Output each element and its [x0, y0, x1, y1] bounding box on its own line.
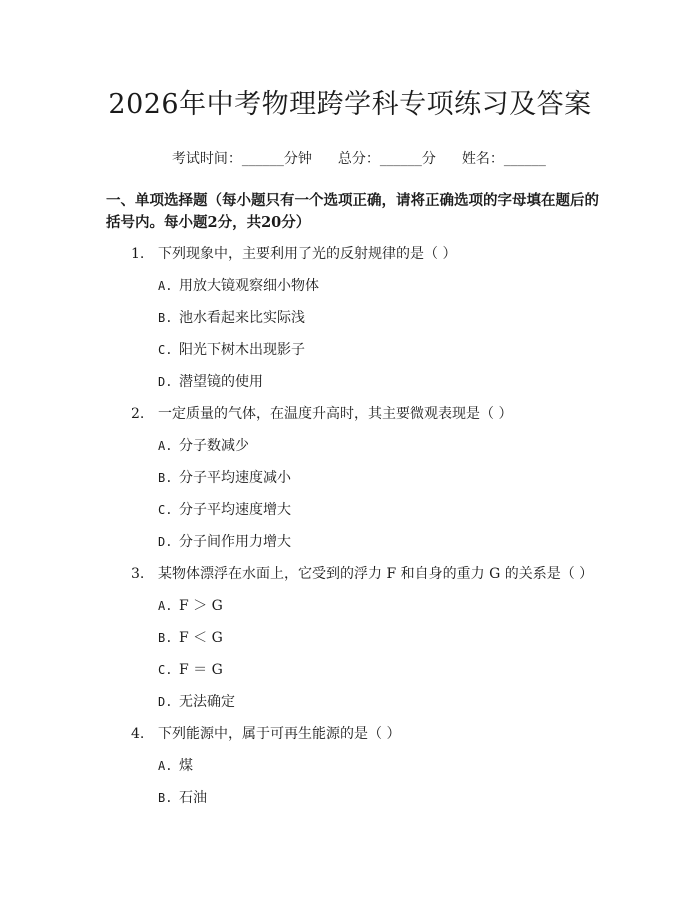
question-1-option-b: [158, 307, 305, 327]
option-letter: A.: [158, 279, 173, 293]
question-3-option-d: [158, 691, 235, 711]
option-letter: C.: [158, 663, 173, 677]
option-text: 潜望镜的使用: [179, 374, 263, 390]
question-text: 某物体漂浮在水面上，它受到的浮力 F 和自身的重力 G 的关系是（ ）: [158, 566, 594, 582]
question-3: [131, 563, 593, 583]
student-name-field: 姓名：______: [461, 151, 546, 167]
option-text: 石油: [179, 790, 207, 806]
option-text: 池水看起来比实际浅: [179, 310, 305, 326]
option-letter: B.: [158, 471, 173, 485]
page-title: 2026年中考物理跨学科专项练习及答案: [108, 89, 592, 120]
option-text: 分子平均速度减小: [179, 470, 291, 486]
option-letter: C.: [158, 503, 173, 517]
option-text: F ＜ G: [179, 630, 223, 646]
option-letter: A.: [158, 439, 173, 453]
option-letter: D.: [158, 695, 173, 709]
question-2: [131, 403, 512, 423]
question-text: 一定质量的气体，在温度升高时，其主要微观表现是（ ）: [158, 406, 513, 422]
option-letter: B.: [158, 311, 173, 325]
option-letter: A.: [158, 599, 173, 613]
option-text: 分子间作用力增大: [179, 534, 291, 550]
total-score-field: 总分：______分: [337, 151, 436, 167]
option-text: F ＝ G: [179, 662, 223, 678]
question-number: 2.: [131, 406, 145, 422]
question-2-option-b: [158, 467, 291, 487]
question-text: 下列能源中，属于可再生能源的是（ ）: [158, 726, 401, 742]
question-3-option-a: [158, 595, 223, 615]
question-2-option-d: [158, 531, 291, 551]
question-3-option-b: [158, 627, 223, 647]
question-1-option-c: [158, 339, 305, 359]
exam-time-field: 考试时间：______分钟: [171, 151, 312, 167]
exam-meta-line: [0, 132, 700, 184]
option-letter: C.: [158, 343, 173, 357]
question-1: [131, 243, 456, 263]
option-text: 分子平均速度增大: [179, 502, 291, 518]
section-heading-single-choice: 一、单项选择题（每小题只有一个选项正确，请将正确选项的字母填在题后的括号内。每小题2分，共20分）: [106, 192, 599, 231]
question-4: [131, 723, 400, 743]
question-2-option-c: [158, 499, 291, 519]
option-letter: B.: [158, 631, 173, 645]
question-4-option-b: [158, 787, 207, 807]
question-number: 3.: [131, 566, 145, 582]
option-text: 阳光下树木出现影子: [179, 342, 305, 358]
option-text: 用放大镜观察细小物体: [179, 278, 319, 294]
option-letter: A.: [158, 759, 173, 773]
question-4-option-a: [158, 755, 193, 775]
option-letter: D.: [158, 535, 173, 549]
question-1-option-d: [158, 371, 263, 391]
question-number: 1.: [131, 246, 145, 262]
question-1-option-a: [158, 275, 319, 295]
option-text: 无法确定: [179, 694, 235, 710]
option-letter: B.: [158, 791, 173, 805]
option-letter: D.: [158, 375, 173, 389]
question-3-option-c: [158, 659, 223, 679]
question-text: 下列现象中，主要利用了光的反射规律的是（ ）: [158, 246, 457, 262]
option-text: F ＞ G: [179, 598, 223, 614]
question-2-option-a: [158, 435, 249, 455]
option-text: 分子数减少: [179, 438, 249, 454]
question-number: 4.: [131, 726, 145, 742]
option-text: 煤: [179, 758, 193, 774]
